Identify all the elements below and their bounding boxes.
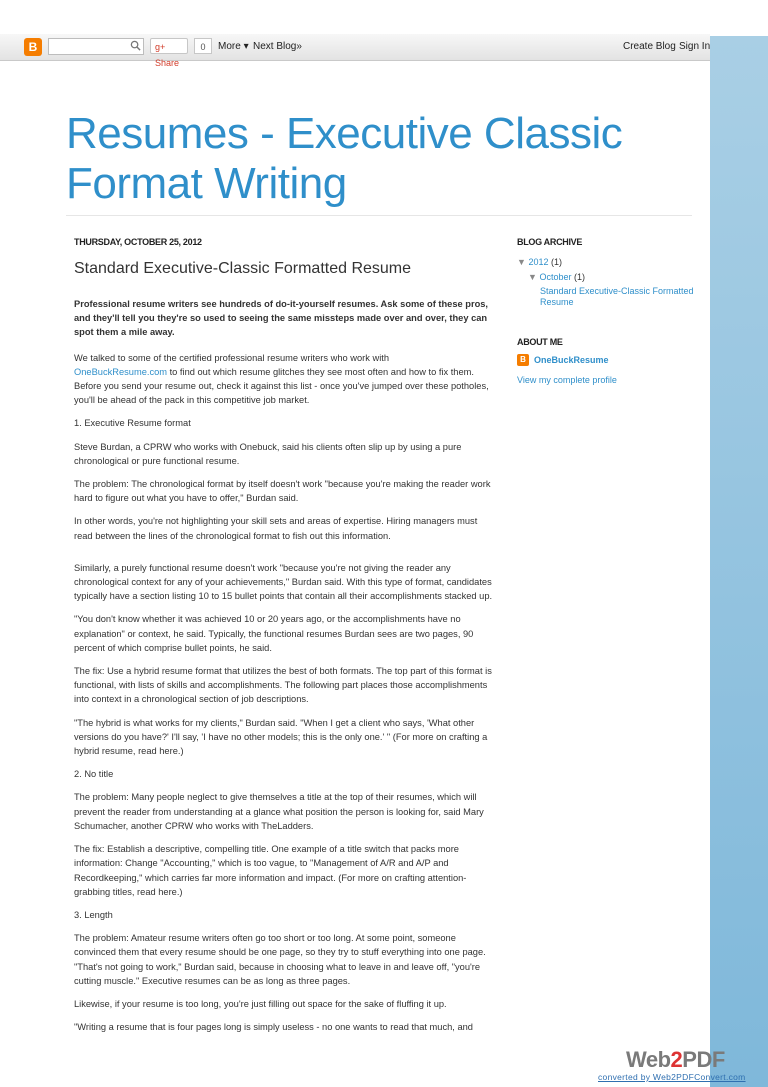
triangle-down-icon[interactable]: ▼: [517, 257, 526, 267]
chevron-down-icon: ▾: [243, 41, 249, 52]
profile-name-link[interactable]: OneBuckResume: [534, 355, 609, 365]
post-intro: We talked to some of the certified professional resume writers who work with OneBuckResume.com to find out which resume glitches they see most often and how to fix them. Before you send your resume out, check it against this list - once you've jumped over these potholes, you'll be ahead of the pack in this competitive job market.: [74, 352, 489, 406]
share-icon: g+: [155, 42, 166, 52]
post-paragraph: In other words, you're not highlighting your skill sets and areas of expertise. Hiring managers must read between the lines of the chronological format to fish out this information.: [74, 516, 478, 541]
onebuckresume-link[interactable]: OneBuckResume.com: [74, 366, 168, 377]
post-paragraph: The fix: Use a hybrid resume format that utilizes the best of both formats. The top part of this format is functional, with lists of skills and accomplishments. The following part places those accomplishments into context in a chronological section of job descriptions.: [74, 666, 492, 705]
post-body: [74, 297, 494, 1043]
web2pdf-caption-link[interactable]: converted by Web2PDFConvert.com: [598, 1072, 746, 1082]
blog-archive-heading: BLOG ARCHIVE: [517, 237, 583, 247]
post-title[interactable]: Standard Executive-Classic Formatted Resume: [74, 260, 412, 277]
post-paragraph: Steve Burdan, a CPRW who works with Onebuck, said his clients often slip up by using a pure chronological or pure functional resume.: [74, 441, 462, 466]
share-count: 0: [194, 38, 212, 54]
about-me-heading: ABOUT ME: [517, 337, 563, 347]
post-paragraph: 1. Executive Resume format: [74, 418, 191, 429]
triangle-down-icon[interactable]: ▼: [528, 272, 537, 282]
post-paragraph: Likewise, if your resume is too long, you're just filling out space for the sake of fluffing it up.: [74, 998, 447, 1009]
more-menu-button[interactable]: More ▾: [218, 41, 249, 52]
post-paragraph: The problem: Many people neglect to give themselves a title at the top of their resumes, which will prevent the reader from understanding at a glance what position the person is looking for, said Mary Schumacher, another CPRW who works with TheLadders.: [74, 792, 484, 831]
blog-title[interactable]: Resumes - Executive Classic Format Writing: [66, 109, 623, 209]
archive-post-link[interactable]: Standard Executive-Classic Formatted Resume: [540, 286, 694, 307]
blogger-logo-icon[interactable]: B: [24, 38, 42, 56]
search-icon[interactable]: [130, 40, 141, 51]
header-divider: [66, 215, 692, 216]
post-paragraph: 3. Length: [74, 909, 113, 920]
post-paragraph: "The hybrid is what works for my clients," Burdan said. "When I get a client who says, 'What other versions do you have?' I'll say, 'I have no other models; this is the only one.' " (For more on crafting a hybrid resume, read here.): [74, 717, 488, 757]
page-background-right: [710, 36, 768, 1087]
blogger-profile-icon: B: [517, 354, 529, 366]
post-paragraph: Similarly, a purely functional resume doesn't work "because you're not giving the reader any chronological context for any of your achievements," Burdan said. With this type of format, candidates typically have a section listing 10 to 15 bullet points that contain all their accomplishments stacked up.: [74, 562, 493, 602]
share-label: Share: [155, 58, 180, 68]
post-paragraph: "You don't know whether it was achieved 10 or 20 years ago, or the accomplishments have no explanation" or context, he said. Typically, the functional resumes Burdan sees are two pages, 90 percent of which comprise bullet points, he said.: [74, 614, 474, 653]
post-paragraph: The problem: Amateur resume writers often go too short or too long. At some point, someone convinced them that every resume should be one page, so they try to stuff everything into one page. "That's not going to work," Burdan said, because in choosing what to leave in and leave off, "you're cutting muscle." Executive resumes can be as long as three pages.: [74, 933, 486, 986]
share-button[interactable]: [150, 38, 188, 68]
archive-year-2012[interactable]: ▼ 2012 (1): [517, 257, 562, 267]
next-blog-link[interactable]: Next Blog»: [253, 41, 302, 52]
post-lead: Professional resume writers see hundreds of do-it-yourself resumes. Ask some of these pros, and they'll tell you they're so used to seeing the same missteps made over and over, they can spot them a mile away.: [74, 299, 489, 338]
post-paragraph: "Writing a resume that is four pages long is simply useless - no one wants to read that much, and: [74, 1022, 473, 1033]
post-paragraph: The fix: Establish a descriptive, compelling title. One example of a title switch that packs more information: Change "Accounting," which is too vague, to "Management of A/R and A/P and Recordkeeping," which carries far more information and impact. (For more on crafting attention-grabbing titles, read here.): [74, 844, 467, 897]
post-paragraph: 2. No title: [74, 769, 114, 780]
create-blog-link[interactable]: Create Blog: [623, 41, 676, 52]
archive-month-october[interactable]: ▼ October (1): [528, 272, 585, 282]
post-paragraph: The problem: The chronological format by itself doesn't work "because you're making the reader work hard to figure out what you have to offer," Burdan said.: [74, 479, 491, 504]
web2pdf-logo: Web2PDF: [626, 1047, 725, 1072]
view-profile-link[interactable]: View my complete profile: [517, 375, 617, 385]
post-date: THURSDAY, OCTOBER 25, 2012: [74, 237, 202, 247]
sign-in-link[interactable]: Sign In: [679, 41, 711, 52]
